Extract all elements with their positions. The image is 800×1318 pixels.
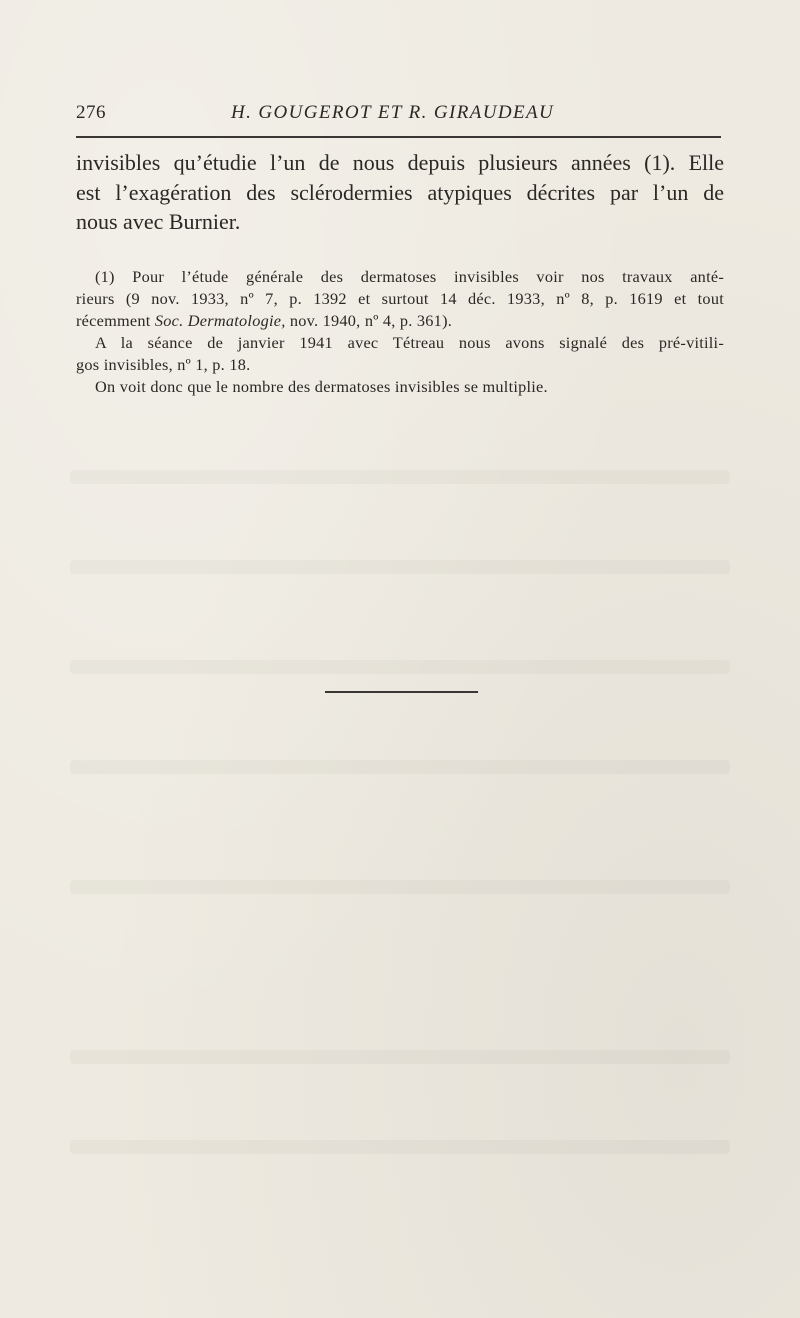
page-header: [76, 102, 721, 132]
footnote-line: [76, 310, 724, 332]
journal-title: Soc. Dermatologie,: [154, 311, 286, 330]
footnote-text: nov. 1940, nº 4, p. 361).: [285, 311, 453, 330]
header-rule: [76, 136, 721, 138]
bleed-through-shadow: [70, 470, 730, 484]
running-head: H. GOUGEROT ET R. GIRAUDEAU: [231, 102, 555, 123]
bleed-through-shadow: [70, 560, 730, 574]
bleed-through-shadow: [70, 880, 730, 894]
bleed-through-shadow: [70, 1050, 730, 1064]
footnote-3: [76, 376, 724, 398]
body-line: nous avec Burnier.: [76, 209, 241, 234]
footnote-2: [76, 332, 724, 376]
footnote-text: récemment: [76, 311, 155, 330]
footnote-line: gos invisibles, nº 1, p. 18.: [76, 355, 251, 374]
bleed-through-shadow: [70, 760, 730, 774]
footnote-line: On voit donc que le nombre des dermatoses invisibles se multiplie.: [95, 377, 548, 396]
body-paragraph: [76, 148, 724, 237]
bleed-through-shadow: [70, 1140, 730, 1154]
footnote-1: [76, 266, 724, 332]
footnote-line: A la séance de janvier 1941 avec Tétreau nous avons signalé des pré-vitili-: [95, 333, 724, 352]
footnotes: [76, 266, 724, 398]
section-end-rule: [325, 691, 478, 693]
body-line: invisibles qu’étudie l’un de nous depuis plusieurs années (1). Elle: [76, 150, 724, 175]
bleed-through-shadow: [70, 660, 730, 674]
body-line: est l’exagération des sclérodermies atypiques décrites par l’un de: [76, 179, 724, 205]
page-number: 276: [76, 102, 106, 123]
footnote-line: rieurs (9 nov. 1933, nº 7, p. 1392 et surtout 14 déc. 1933, nº 8, p. 1619 et tout: [76, 289, 724, 308]
footnote-line: (1) Pour l’étude générale des dermatoses invisibles voir nos travaux anté-: [95, 267, 724, 286]
